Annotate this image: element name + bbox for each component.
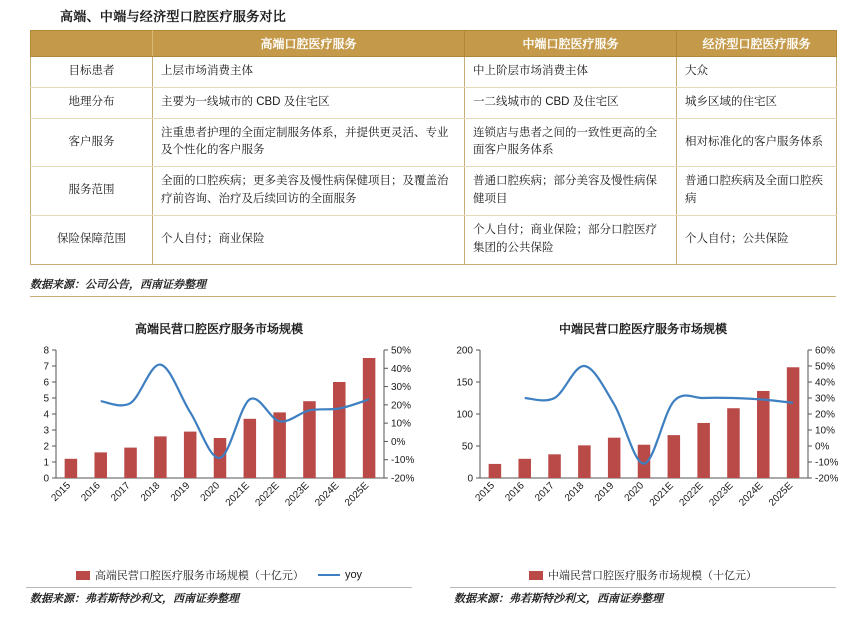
svg-text:5: 5 [43, 393, 49, 405]
svg-text:150: 150 [456, 377, 473, 389]
row-cell-economy: 城乡区域的住宅区 [677, 87, 837, 118]
svg-text:2019: 2019 [168, 480, 193, 504]
chart-plot-area [438, 340, 848, 530]
row-cell-mid: 连锁店与患者之间的一致性更高的全面客户服务体系 [465, 118, 677, 167]
chart-source-note: 数据来源：弗若斯特沙利文，西南证券整理 [454, 593, 663, 605]
svg-text:2023E: 2023E [707, 480, 736, 509]
svg-text:2023E: 2023E [283, 480, 312, 509]
svg-text:200: 200 [456, 345, 473, 357]
svg-text:2020: 2020 [198, 480, 223, 504]
row-cell-high: 全面的口腔疾病；更多美容及慢性病保健项目；及覆盖治疗前咨询、治疗及后续回访的全面服务 [153, 167, 465, 216]
comparison-table [30, 30, 837, 265]
row-cell-mid: 一二线城市的 CBD 及住宅区 [465, 87, 677, 118]
svg-text:2019: 2019 [592, 480, 617, 504]
divider [30, 296, 836, 297]
table-row [31, 57, 837, 88]
legend-bar-label: 高端民营口腔医疗服务市场规模（十亿元） [94, 570, 304, 582]
svg-text:0: 0 [467, 473, 473, 485]
chart-plot-area [14, 340, 424, 530]
legend-bar-swatch-icon [76, 571, 90, 580]
svg-text:0: 0 [43, 473, 49, 485]
table-header-economy: 经济型口腔医疗服务 [677, 31, 837, 57]
table-header-blank [31, 31, 153, 57]
svg-text:3: 3 [43, 425, 49, 437]
svg-text:2016: 2016 [503, 480, 527, 504]
svg-text:30%: 30% [391, 382, 412, 394]
comparison-table-wrapper [30, 30, 836, 265]
divider [450, 587, 836, 588]
svg-text:50%: 50% [391, 345, 412, 357]
svg-text:2: 2 [43, 441, 49, 453]
svg-text:40%: 40% [391, 363, 412, 375]
table-row [31, 87, 837, 118]
chart-svg [14, 340, 424, 530]
row-label: 客户服务 [31, 118, 153, 167]
svg-text:10%: 10% [391, 418, 412, 430]
svg-text:2020: 2020 [622, 480, 647, 504]
svg-text:6: 6 [43, 377, 49, 389]
row-cell-economy: 普通口腔疾病及全面口腔疾病 [677, 167, 837, 216]
svg-text:2016: 2016 [79, 480, 103, 504]
svg-text:2018: 2018 [138, 480, 163, 504]
svg-text:8: 8 [43, 345, 49, 357]
svg-text:2021E: 2021E [647, 480, 676, 509]
table-header-row [31, 31, 837, 57]
chart-title: 中端民营口腔医疗服务市场规模 [558, 322, 727, 336]
svg-text:20%: 20% [391, 400, 412, 412]
svg-text:2024E: 2024E [737, 480, 766, 509]
row-cell-mid: 个人自付；商业保险；部分口腔医疗集团的公共保险 [465, 215, 677, 264]
row-label: 服务范围 [31, 167, 153, 216]
svg-text:2022E: 2022E [677, 480, 706, 509]
svg-text:2021E: 2021E [223, 480, 252, 509]
chart-panel-high-end [14, 320, 424, 610]
svg-text:40%: 40% [815, 377, 836, 389]
svg-text:-20%: -20% [815, 473, 839, 485]
svg-text:2025E: 2025E [342, 480, 372, 509]
row-cell-economy: 大众 [677, 57, 837, 88]
svg-text:4: 4 [43, 409, 49, 421]
svg-text:20%: 20% [815, 409, 836, 421]
table-header-mid: 中端口腔医疗服务 [465, 31, 677, 57]
chart-legend [14, 564, 424, 586]
table-source-note: 数据来源：公司公告，西南证券整理 [30, 279, 206, 291]
svg-text:-10%: -10% [391, 455, 415, 467]
table-header-high: 高端口腔医疗服务 [153, 31, 465, 57]
row-label: 保险保障范围 [31, 215, 153, 264]
row-cell-mid: 中上阶层市场消费主体 [465, 57, 677, 88]
svg-text:2025E: 2025E [766, 480, 796, 509]
chart-source-note: 数据来源：弗若斯特沙利文，西南证券整理 [30, 593, 239, 605]
legend-line-label: yoy [344, 569, 363, 581]
svg-text:0%: 0% [391, 436, 406, 448]
row-cell-economy: 个人自付；公共保险 [677, 215, 837, 264]
svg-text:10%: 10% [815, 425, 836, 437]
row-cell-economy: 相对标准化的客户服务体系 [677, 118, 837, 167]
svg-text:2024E: 2024E [313, 480, 342, 509]
svg-text:1: 1 [43, 457, 49, 469]
row-cell-high: 主要为一线城市的 CBD 及住宅区 [153, 87, 465, 118]
legend-bar-label: 中端民营口腔医疗服务市场规模（十亿元） [548, 570, 757, 582]
chart-legend [438, 564, 848, 586]
svg-text:2015: 2015 [49, 480, 74, 504]
row-cell-high: 个人自付；商业保险 [153, 215, 465, 264]
chart-title: 高端民营口腔医疗服务市场规模 [134, 322, 303, 336]
page-title: 高端、中端与经济型口腔医疗服务对比 [60, 9, 287, 24]
svg-text:-10%: -10% [815, 457, 839, 469]
chart-panel-mid-end [438, 320, 848, 610]
svg-text:2022E: 2022E [253, 480, 282, 509]
legend-item-bar [76, 567, 304, 583]
svg-text:2017: 2017 [109, 480, 133, 504]
svg-text:7: 7 [43, 361, 49, 373]
chart-svg [438, 340, 848, 530]
svg-text:50: 50 [461, 441, 473, 453]
row-cell-mid: 普通口腔疾病；部分美容及慢性病保健项目 [465, 167, 677, 216]
legend-bar-swatch-icon [529, 571, 543, 580]
svg-text:100: 100 [456, 409, 473, 421]
table-row [31, 215, 837, 264]
divider [26, 587, 412, 588]
table-row [31, 118, 837, 167]
svg-text:2018: 2018 [562, 480, 587, 504]
row-label: 目标患者 [31, 57, 153, 88]
svg-text:-20%: -20% [391, 473, 415, 485]
table-row [31, 167, 837, 216]
svg-text:60%: 60% [815, 345, 836, 357]
row-cell-high: 上层市场消费主体 [153, 57, 465, 88]
row-cell-high: 注重患者护理的全面定制服务体系，并提供更灵活、专业及个性化的客户服务 [153, 118, 465, 167]
legend-item-line [318, 569, 362, 581]
legend-item-bar [529, 567, 757, 583]
svg-text:2017: 2017 [533, 480, 557, 504]
svg-text:0%: 0% [815, 441, 830, 453]
svg-text:30%: 30% [815, 393, 836, 405]
svg-text:50%: 50% [815, 361, 836, 373]
svg-text:2015: 2015 [473, 480, 498, 504]
legend-line-swatch-icon [318, 574, 340, 576]
row-label: 地理分布 [31, 87, 153, 118]
